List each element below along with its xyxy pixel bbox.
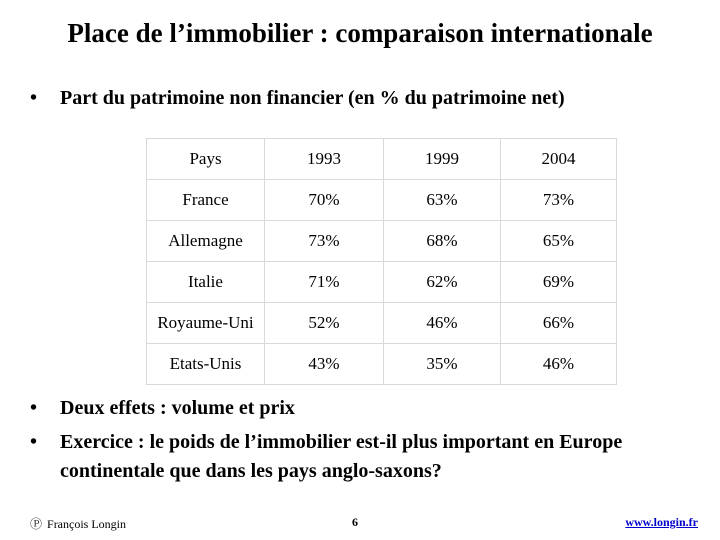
author-name: François Longin	[47, 517, 127, 531]
table-cell: Royaume-Uni	[147, 303, 265, 344]
website-link[interactable]: www.longin.fr	[625, 515, 698, 529]
table-cell: 62%	[384, 262, 501, 303]
table-cell: 52%	[265, 303, 384, 344]
table-cell: 73%	[501, 180, 617, 221]
table-cell: 46%	[384, 303, 501, 344]
table-cell: Allemagne	[147, 221, 265, 262]
slide-title: Place de l’immobilier : comparaison internationale	[67, 18, 653, 48]
table-cell: 43%	[265, 344, 384, 385]
bullet-text: Exercice : le poids de l’immobilier est-il plus important en Europe continentale que dans les pays anglo-saxons?	[60, 431, 623, 482]
table-cell: France	[147, 180, 265, 221]
bullet-text: Deux effets : volume et prix	[60, 397, 295, 419]
table-row	[147, 303, 617, 344]
table-cell: 46%	[501, 344, 617, 385]
table-cell: 65%	[501, 221, 617, 262]
table-cell: 71%	[265, 262, 384, 303]
table-cell: 69%	[501, 262, 617, 303]
table-cell: 35%	[384, 344, 501, 385]
table-cell: Italie	[147, 262, 265, 303]
bullet-dot: •	[30, 431, 38, 453]
table-row	[147, 180, 617, 221]
bullet-dot: •	[30, 397, 38, 419]
table-cell: 63%	[384, 180, 501, 221]
footer-author	[30, 515, 126, 532]
table-cell: 66%	[501, 303, 617, 344]
table-row	[147, 262, 617, 303]
table-header-cell: 2004	[501, 139, 617, 180]
table-header-cell: 1999	[384, 139, 501, 180]
data-table	[146, 138, 617, 385]
copyright-icon: Ⓟ	[30, 517, 43, 531]
table-row	[147, 344, 617, 385]
table-cell: 70%	[265, 180, 384, 221]
table-cell: 68%	[384, 221, 501, 262]
table-cell: 73%	[265, 221, 384, 262]
bullet-item	[30, 84, 700, 113]
table-row	[147, 221, 617, 262]
table-header-cell: 1993	[265, 139, 384, 180]
table-header-cell: Pays	[147, 139, 265, 180]
page-number: 6	[352, 515, 358, 529]
table-header-row	[147, 139, 617, 180]
bullet-dot: •	[30, 87, 38, 109]
bullet-item	[30, 394, 700, 423]
table-cell: Etats-Unis	[147, 344, 265, 385]
bullet-item	[30, 428, 690, 486]
bullet-text: Part du patrimoine non financier (en % du patrimoine net)	[60, 87, 565, 109]
